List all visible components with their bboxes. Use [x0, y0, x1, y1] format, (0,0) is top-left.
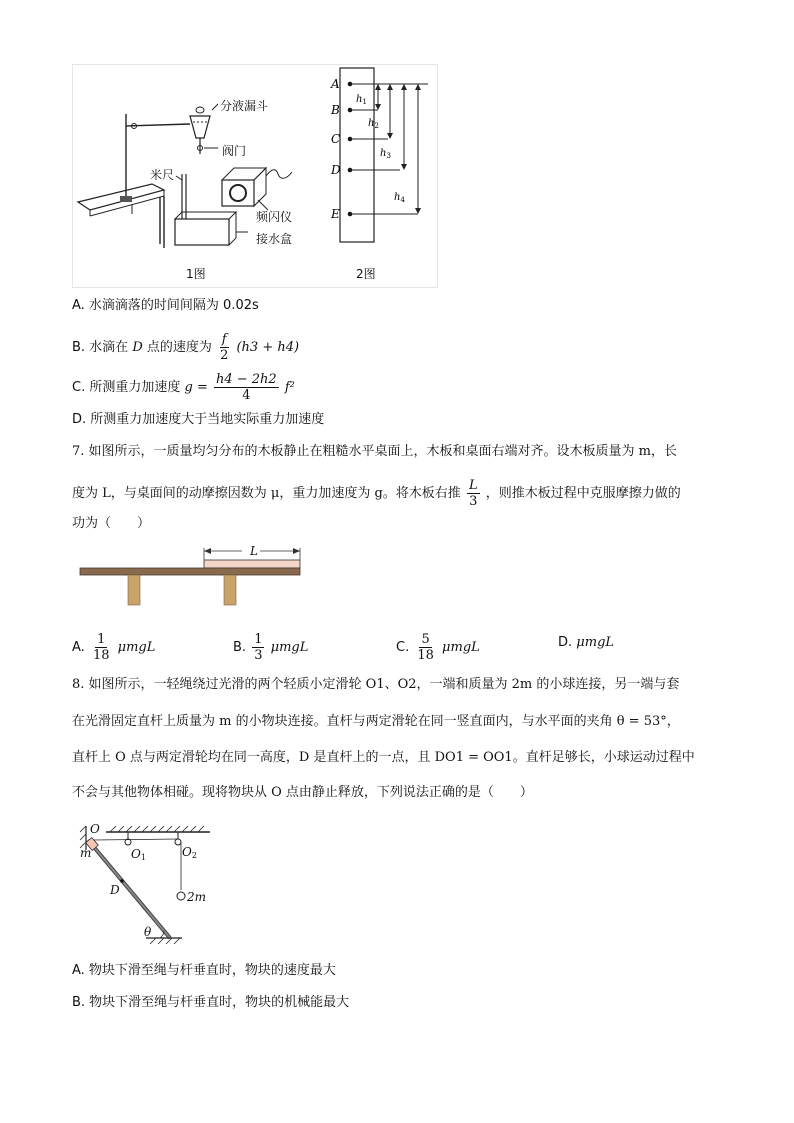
q7-option-b: B. $\frac{1}{3}$ μmgL [233, 632, 309, 663]
q6-option-c: C. 所测重力加速度 g = $\frac{h4 - 2h2}{4}$ f² [72, 372, 295, 403]
svg-text:h2: $h_2$ [368, 118, 379, 130]
desk-leg-left [128, 575, 140, 605]
q6-b-fraction: $\frac{f}{2}$ [220, 332, 229, 363]
label-strobe: 频闪仪 [256, 210, 293, 224]
q8-option-b: B. 物块下滑至绳与杆垂直时，物块的机械能最大 [72, 995, 350, 1010]
q7-line3: 功为（ ） [72, 516, 151, 531]
q6-c-fraction: $\frac{h4 - 2h2}{4}$ [215, 372, 277, 403]
label-D: D [110, 883, 120, 897]
svg-text:h4: $h_4$ [394, 192, 405, 204]
fig2-caption: 2图 [356, 267, 376, 281]
label-B: B [331, 103, 340, 117]
q8-pulley-figure [76, 820, 216, 946]
q8-line2: 在光滑固定直杆上质量为 m 的小物块连接。直杆与两定滑轮在同一竖直面内，与水平面的夹角 θ = 53°， [72, 714, 680, 729]
q7-fraction: $\frac{L}{3}$ [468, 478, 478, 509]
label-2m: 2m [187, 890, 207, 904]
label-m: m [80, 846, 92, 860]
desk-leg-right [224, 575, 236, 605]
wood-board [204, 560, 300, 568]
label-D: D [331, 163, 341, 177]
q7-option-c: C. $\frac{5}{18}$ μmgL [396, 632, 480, 663]
label-O2: O2 [182, 845, 197, 860]
q7-board-figure [78, 540, 306, 610]
q7-line1: 7. 如图所示，一质量均匀分布的木板静止在粗糙水平桌面上，木板和桌面右端对齐。设木板质量为 m，长 [72, 444, 677, 459]
q8-line1: 8. 如图所示，一轻绳绕过光滑的两个轻质小定滑轮 O1、O2，一端和质量为 2m 的小球连接，另一端与套 [72, 677, 680, 692]
q8-line3: 直杆上 O 点与两定滑轮均在同一高度，D 是直杆上的一点，且 DO1 = OO1。直杆足够长，小球运动过程中 [72, 750, 695, 765]
q6-option-a: A. 水滴滴落的时间间隔为 0.02s [72, 298, 259, 313]
desk-top [80, 568, 300, 575]
label-theta: θ [144, 925, 152, 939]
label-O1: O1 [131, 847, 146, 862]
label-funnel: 分液漏斗 [220, 99, 269, 113]
fig1-caption: 1图 [186, 267, 206, 281]
q7-line2: 度为 L，与桌面间的动摩擦因数为 μ，重力加速度为 g。将木板右推 $\frac{L}{3}$ ，则推木板过程中克服摩擦力做的 [72, 478, 681, 509]
label-box: 接水盒 [256, 232, 293, 246]
fig1-apparatus [72, 64, 322, 286]
label-E: E [331, 207, 340, 221]
label-ruler: 米尺 [150, 168, 175, 182]
q7-option-a: A. $\frac{1}{18}$ μmgL [72, 632, 156, 663]
q6-option-b: B. 水滴在 D 点的速度为 $\frac{f}{2}$ (h3 + h4) [72, 332, 300, 363]
q8-line4: 不会与其他物体相碰。现将物块从 O 点由静止释放，下列说法正确的是（ ） [72, 785, 533, 800]
label-A: A [331, 77, 340, 91]
svg-text:h3: $h_3$ [380, 148, 391, 160]
svg-text:h1: $h_1$ [356, 94, 367, 106]
label-C: C [331, 132, 341, 146]
q8-option-a: A. 物块下滑至绳与杆垂直时，物块的速度最大 [72, 963, 336, 978]
q7-fig-label-L: L [250, 544, 258, 558]
q7-option-d: D. μmgL [558, 635, 615, 650]
label-valve: 阀门 [222, 144, 247, 158]
q6-option-d: D. 所测重力加速度大于当地实际重力加速度 [72, 412, 325, 427]
label-O: O [90, 822, 100, 836]
fig2-drop-positions [330, 64, 434, 244]
